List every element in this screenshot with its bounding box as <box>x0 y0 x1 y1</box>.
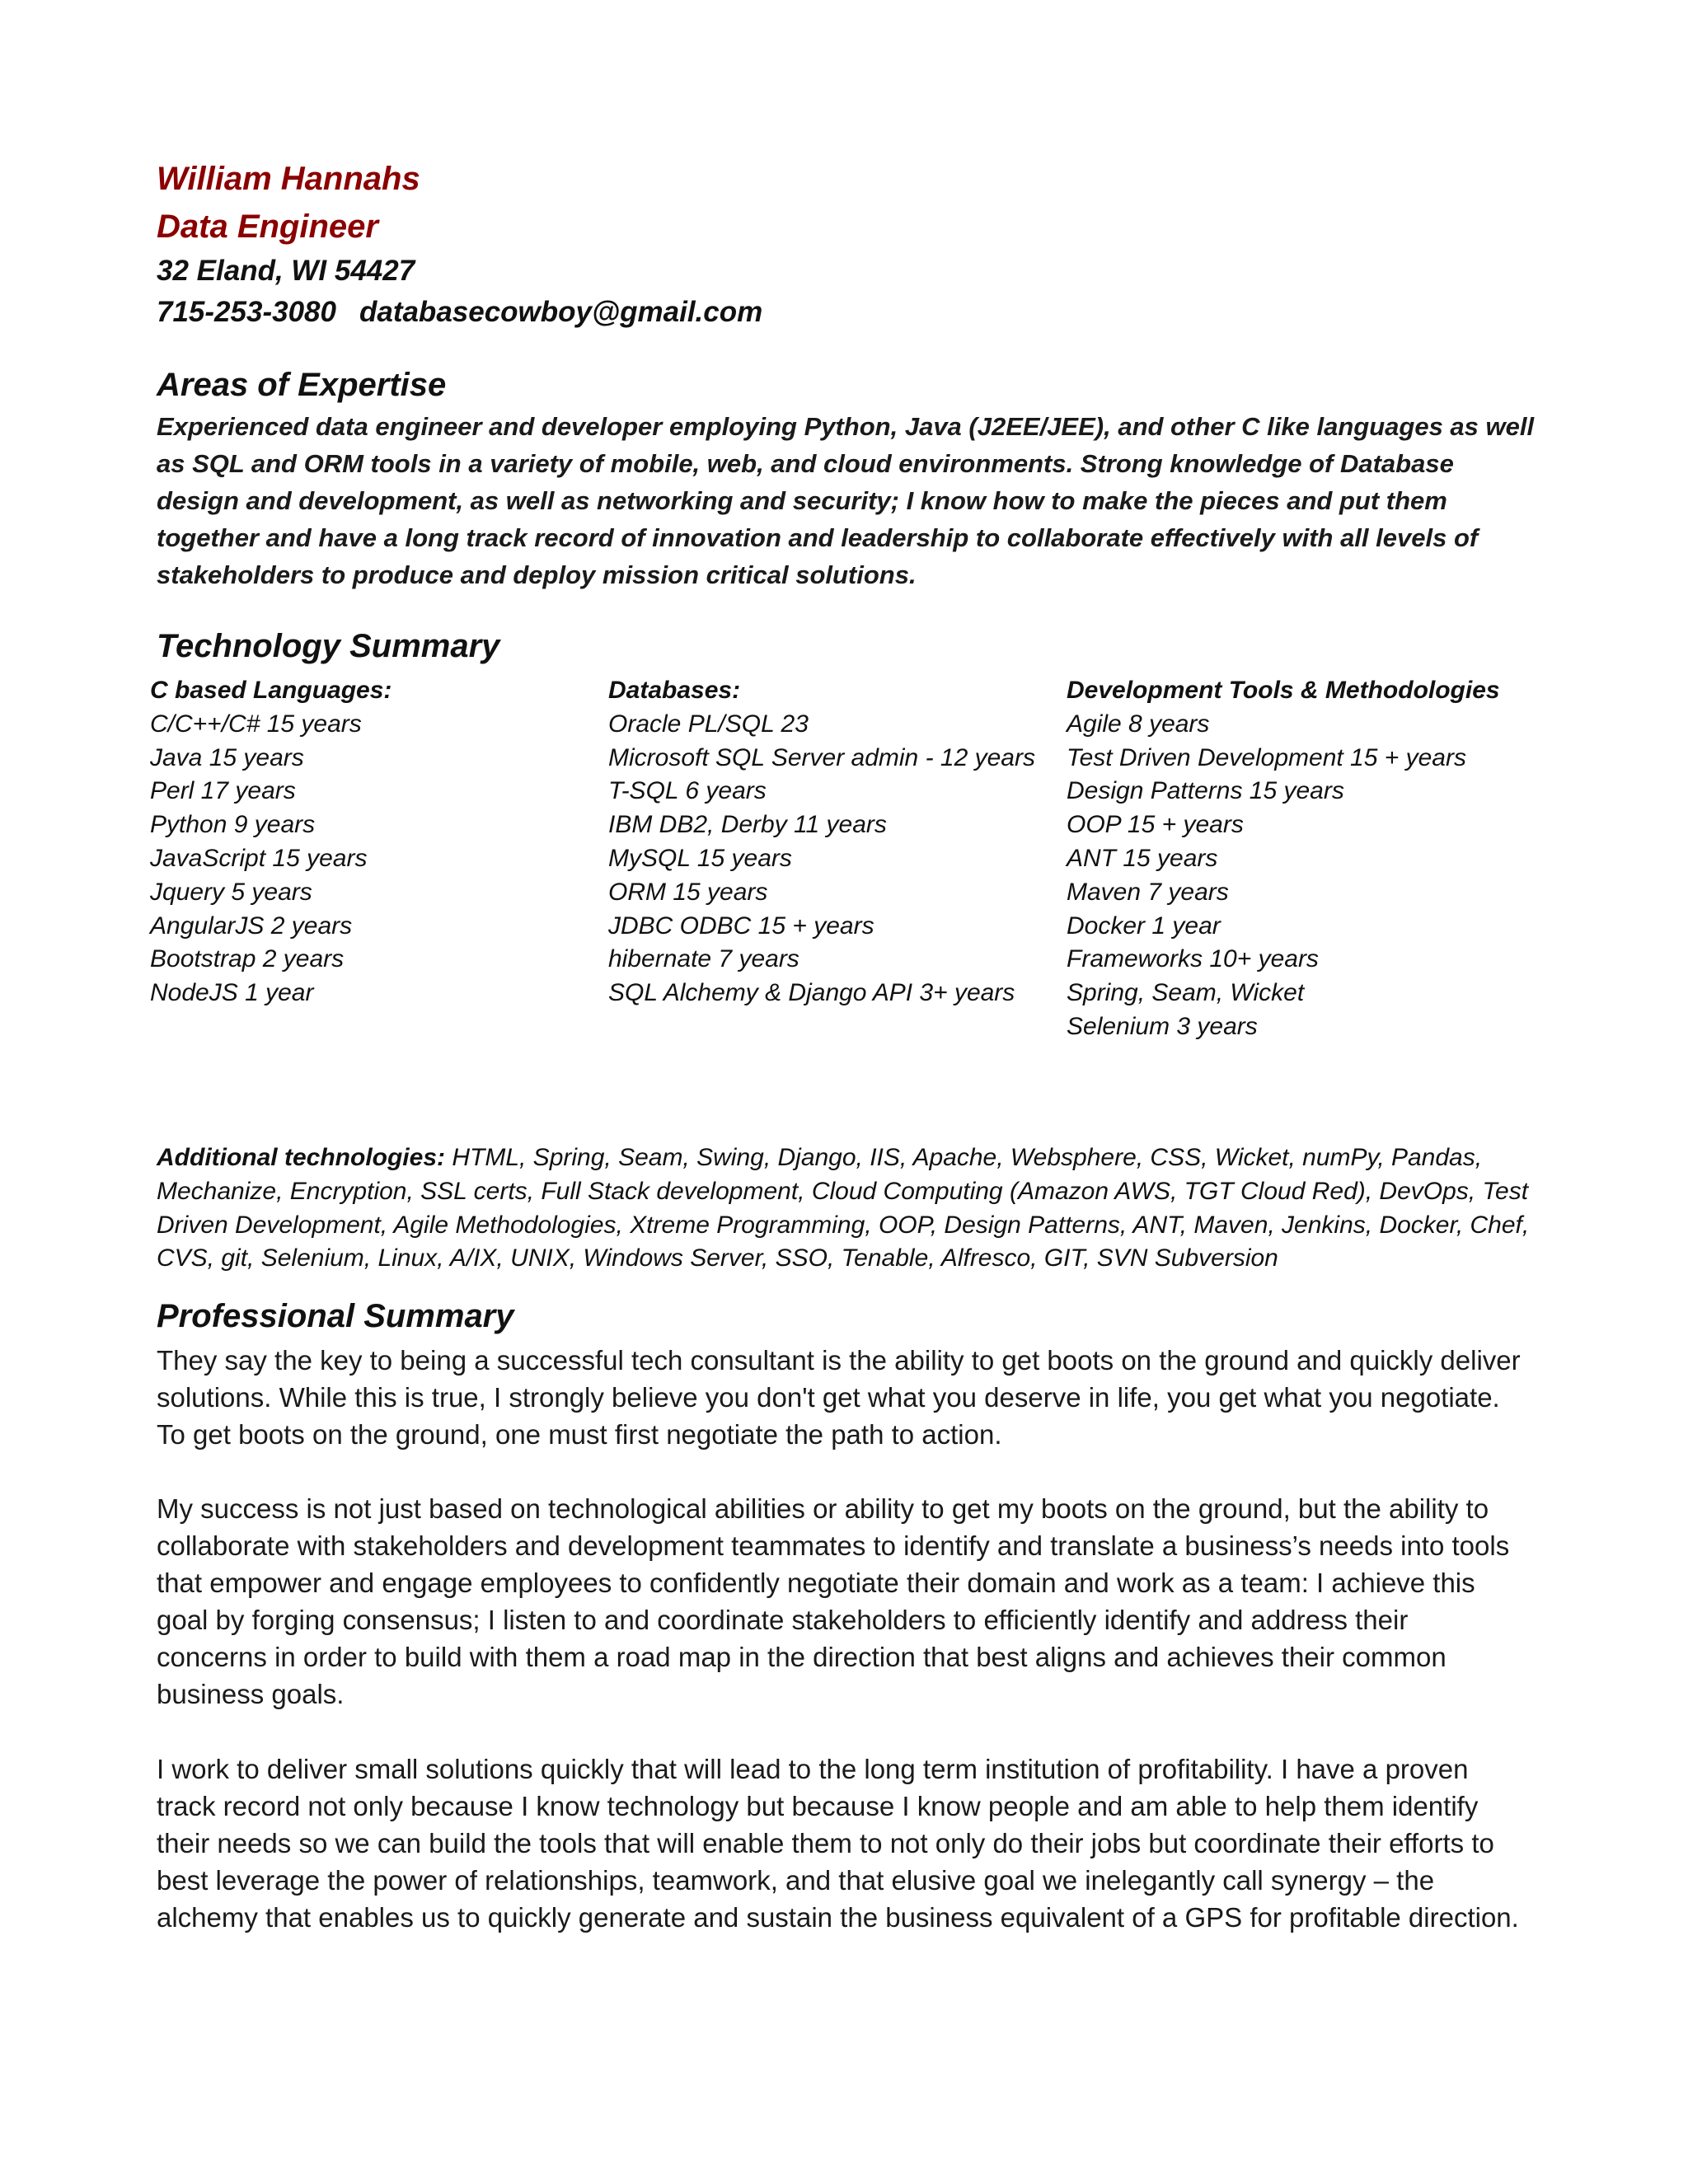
column-heading: Development Tools & Methodologies <box>1067 677 1500 704</box>
technology-heading: Technology Summary <box>157 628 500 664</box>
list-item: ANT 15 years <box>1067 844 1218 872</box>
candidate-address: 32 Eland, WI 54427 <box>157 255 415 287</box>
list-item: Perl 17 years <box>150 777 296 805</box>
additional-technologies <box>157 1141 1550 1276</box>
list-item: ORM 15 years <box>608 878 768 906</box>
tech-column-tools <box>1067 674 1500 1044</box>
list-item: Microsoft SQL Server admin - 12 years <box>608 743 1035 771</box>
list-item: Test Driven Development 15 + years <box>1067 743 1466 771</box>
list-item: T-SQL 6 years <box>608 777 767 805</box>
list-item: C/C++/C# 15 years <box>150 710 362 738</box>
professional-heading: Professional Summary <box>157 1298 514 1334</box>
list-item: JavaScript 15 years <box>150 844 368 872</box>
list-item: Docker 1 year <box>1067 912 1221 940</box>
list-item: Frameworks 10+ years <box>1067 945 1319 973</box>
list-item: Spring, Seam, Wicket <box>1067 979 1305 1007</box>
candidate-phone: 715-253-3080 <box>157 296 336 328</box>
list-item: Agile 8 years <box>1067 710 1210 738</box>
list-item: Bootstrap 2 years <box>150 945 345 973</box>
list-item: Java 15 years <box>150 743 304 771</box>
list-item: IBM DB2, Derby 11 years <box>608 811 887 839</box>
list-item: Jquery 5 years <box>150 878 312 906</box>
expertise-heading: Areas of Expertise <box>157 367 447 403</box>
expertise-text: Experienced data engineer and developer employing Python, Java (J2EE/JEE), and other C like languages as well as SQL and ORM tools in a variety of mobile, web, and cloud environments. Strong knowledge of Database design and development, as well as networking and security; I know how to make the pieces and put them together and have a long track record of innovation and leadership to collaborate effectively with all levels of stakeholders to produce and deploy mission critical solutions. <box>157 412 1535 589</box>
summary-paragraph: My success is not just based on technological abilities or ability to get my boots on the ground, but the ability to collaborate with stakeholders and development teammates to identify and translate a business’s needs into tools that empower and engage employees to confidently negotiate their domain and work as a team: I achieve this goal by forging consensus; I listen to and coordinate stakeholders to efficiently identify and address their concerns in order to build with them a road map in the direction that best aligns and achieves their common business goals. <box>157 1493 1510 1709</box>
candidate-name: William Hannahs <box>157 161 420 197</box>
list-item: Design Patterns 15 years <box>1067 777 1344 805</box>
column-heading: Databases: <box>608 677 741 704</box>
list-item: hibernate 7 years <box>608 945 799 973</box>
tech-column-languages <box>150 674 392 1010</box>
list-item: Python 9 years <box>150 811 316 839</box>
additional-text: HTML, Spring, Seam, Swing, Django, IIS, Apache, Websphere, CSS, Wicket, numPy, Pandas, Mechanize, Encryption, SSL certs, Full Stack development, Cloud Computing (Amazon AWS, TGT Cloud Red), DevOps, Test Driven Development, Agile Methodologies, Xtreme Programming, OOP, Design Patterns, ANT, Maven, Jenkins, Docker, Chef, CVS, git, Selenium, Linux, A/IX, UNIX, Windows Server, SSO, Tenable, Alfresco, GIT, SVN Subversion <box>157 1144 1530 1272</box>
list-item: MySQL 15 years <box>608 844 792 872</box>
resume-header <box>157 155 1558 333</box>
list-item: Maven 7 years <box>1067 878 1229 906</box>
list-item: NodeJS 1 year <box>150 979 314 1007</box>
summary-paragraph: They say the key to being a successful tech consultant is the ability to get boots on the ground and quickly deliver solutions. While this is true, I strongly believe you don't get what you deserve in life, you get what you negotiate. To get boots on the ground, one must first negotiate the path to action. <box>157 1345 1521 1450</box>
additional-label: Additional technologies: <box>157 1144 445 1171</box>
list-item: AngularJS 2 years <box>150 912 353 940</box>
candidate-title: Data Engineer <box>157 209 378 245</box>
list-item: Oracle PL/SQL 23 <box>608 710 809 738</box>
list-item: SQL Alchemy & Django API 3+ years <box>608 979 1015 1007</box>
list-item: OOP 15 + years <box>1067 811 1244 839</box>
tech-column-databases <box>608 674 1035 1010</box>
summary-paragraph: I work to deliver small solutions quickly that will lead to the long term institution of profitability. I have a proven track record not only because I know technology but because I know people and am able to help them identify their needs so we can build the tools that will enable them to not only do their jobs but coordinate their efforts to best leverage the power of relationships, teamwork, and that elusive goal we inelegantly call synergy – the alchemy that enables us to quickly generate and sustain the business equivalent of a GPS for profitable direction. <box>157 1754 1519 1933</box>
list-item: Selenium 3 years <box>1067 1012 1258 1040</box>
candidate-email: databasecowboy@gmail.com <box>359 296 763 328</box>
column-heading: C based Languages: <box>150 677 392 704</box>
contact-line <box>157 292 1558 333</box>
list-item: JDBC ODBC 15 + years <box>608 912 874 940</box>
